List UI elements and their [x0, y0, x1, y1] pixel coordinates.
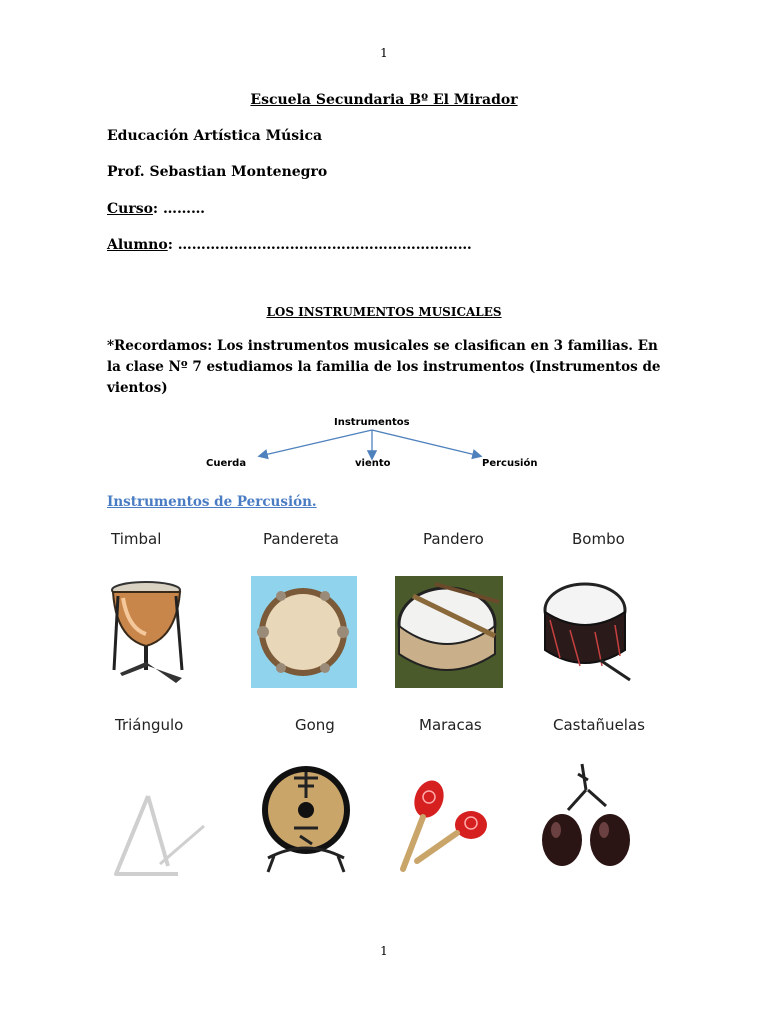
- school-name: Escuela Secundaria Bº El Mirador: [250, 92, 518, 108]
- course-line: [107, 201, 205, 217]
- timbal-image: [108, 578, 188, 688]
- pandereta-image: [251, 576, 357, 688]
- diagram-child-viento: viento: [355, 458, 391, 469]
- teacher-line: Prof. Sebastian Montenegro: [107, 164, 328, 180]
- student-line: [107, 237, 472, 253]
- gong-image: [258, 758, 354, 876]
- bombo-image: [540, 580, 635, 686]
- label-castanuelas: Castañuelas: [553, 716, 645, 734]
- intro-paragraph: *Recordamos: Los instrumentos musicales se clasifican en 3 familias. En la clase Nº 7 estudiamos la familia de los instrumentos (Instrumentos de vientos): [107, 338, 661, 396]
- classification-diagram: [200, 414, 560, 474]
- label-timbal: Timbal: [111, 530, 162, 548]
- pandero-image: [395, 576, 503, 688]
- label-maracas: Maracas: [419, 716, 482, 734]
- label-bombo: Bombo: [572, 530, 625, 548]
- section-title: LOS INSTRUMENTOS MUSICALES: [266, 305, 502, 319]
- subject-line: Educación Artística Música: [107, 128, 323, 144]
- castanuelas-image: [538, 760, 638, 870]
- arrow-to-cuerda: [260, 430, 372, 456]
- maracas-image: [393, 775, 493, 875]
- student-label: Alumno: [107, 237, 168, 253]
- triangulo-image: [110, 790, 210, 880]
- page-number-bottom: 1: [380, 944, 388, 958]
- label-pandero: Pandero: [423, 530, 484, 548]
- label-gong: Gong: [295, 716, 335, 734]
- percussion-heading: Instrumentos de Percusión.: [107, 494, 317, 510]
- course-value: : ………: [152, 201, 205, 217]
- diagram-root: Instrumentos: [334, 417, 410, 428]
- diagram-child-cuerda: Cuerda: [206, 458, 247, 469]
- course-label: Curso: [107, 201, 153, 217]
- label-triangulo: Triángulo: [115, 716, 184, 734]
- diagram-child-percusion: Percusión: [482, 458, 538, 469]
- student-value: : ………………………………………………………: [167, 237, 472, 253]
- label-pandereta: Pandereta: [263, 530, 339, 548]
- arrow-to-percusion: [372, 430, 480, 456]
- page-number-top: 1: [380, 46, 388, 60]
